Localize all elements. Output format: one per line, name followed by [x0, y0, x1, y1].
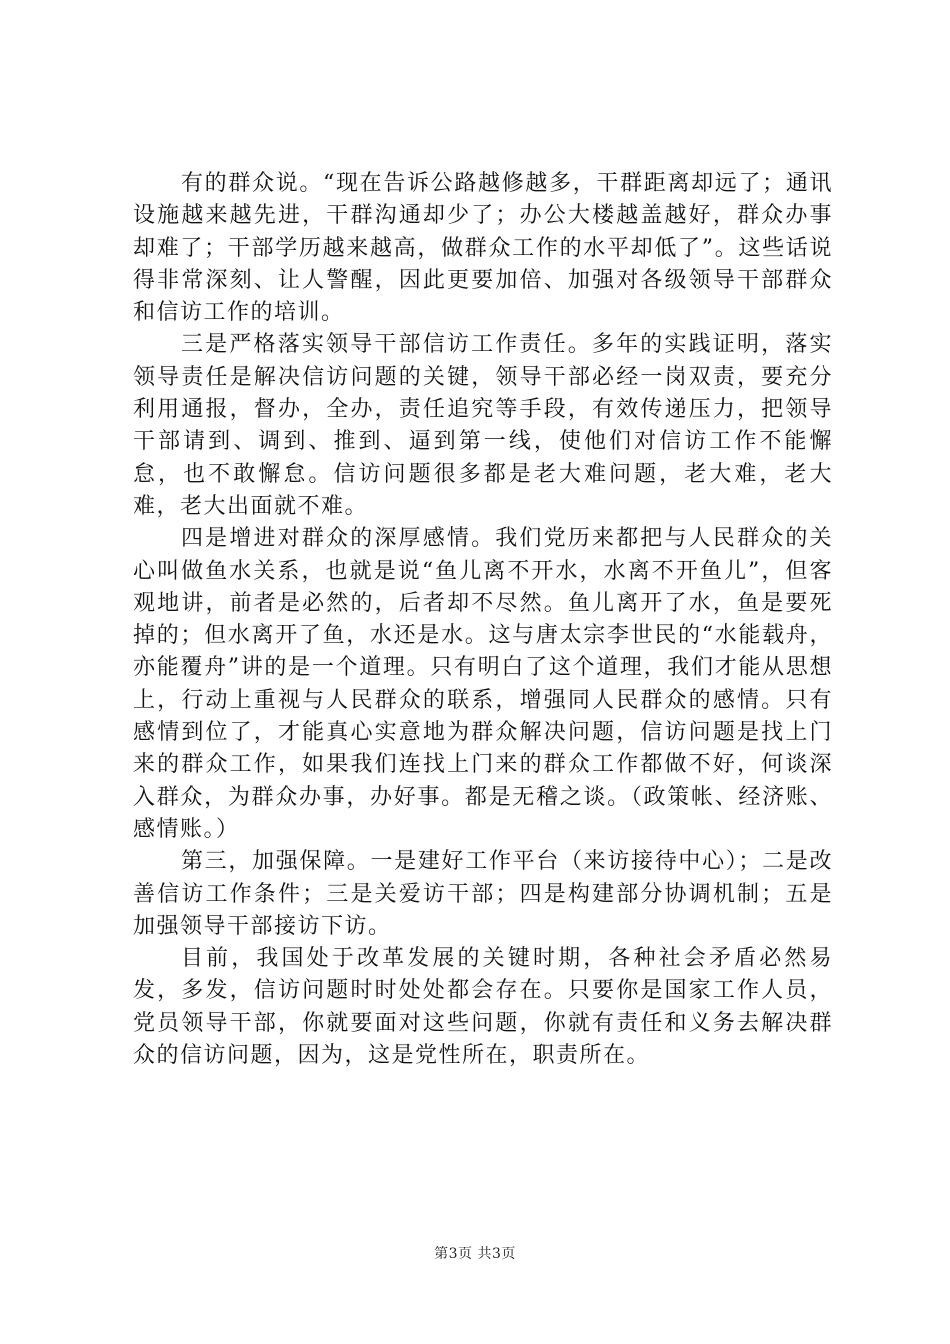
page-number-footer: 第3页 共3页: [434, 1246, 516, 1262]
paragraph-public-comments: 有的群众说。“现在告诉公路越修越多，干群距离却远了；通讯设施越来越先进，干群沟通却少了；办公大楼越盖越好，群众办事却难了；干部学历越来越高，做群众工作的水平却低了”。这些话说得非常深刻、让人警醒，因此更要加倍、加强对各级领导干部群众和信访工作的培训。: [133, 171, 833, 326]
paragraph-leadership-responsibility: 三是严格落实领导干部信访工作责任。多年的实践证明，落实领导责任是解决信访问题的关键，领导干部必经一岗双责，要充分利用通报，督办，全办，责任追究等手段，有效传递压力，把领导干部请到、调到、推到、逼到第一线，使他们对信访工作不能懈怠，也不敢懈怠。信访问题很多都是老大难问题，老大难，老大难，老大出面就不难。: [133, 332, 833, 519]
paragraph-strengthen-guarantee: 第三，加强保障。一是建好工作平台（来访接待中心）；二是改善信访工作条件；三是关爱访干部；四是构建部分协调机制；五是加强领导干部接访下访。: [133, 849, 833, 939]
paragraph-conclusion: 目前，我国处于改革发展的关键时期，各种社会矛盾必然易发，多发，信访问题时时处处都会存在。只要你是国家工作人员，党员领导干部，你就要面对这些问题，你就有责任和义务去解决群众的信访问题，因为，这是党性所在，职责所在。: [133, 946, 833, 1069]
paragraph-feelings-for-masses: 四是增进对群众的深厚感情。我们党历来都把与人民群众的关心叫做鱼水关系，也就是说“鱼儿离不开水，水离不开鱼儿”，但客观地讲，前者是必然的，后者却不尽然。鱼儿离开了水，鱼是要死掉的；但水离开了鱼，水还是水。这与唐太宗李世民的“水能载舟，亦能覆舟”讲的是一个道理。只有明白了这个道理，我们才能从思想上，行动上重视与人民群众的联系，增强同人民群众的感情。只有感情到位了，才能真心实意地为群众解决问题，信访问题是找上门来的群众工作，如果我们连找上门来的群众工作都做不好，何谈深入群众，为群众办事，办好事。都是无稽之谈。（政策帐、经济账、感情账。）: [133, 526, 833, 842]
document-body: [133, 168, 833, 1072]
